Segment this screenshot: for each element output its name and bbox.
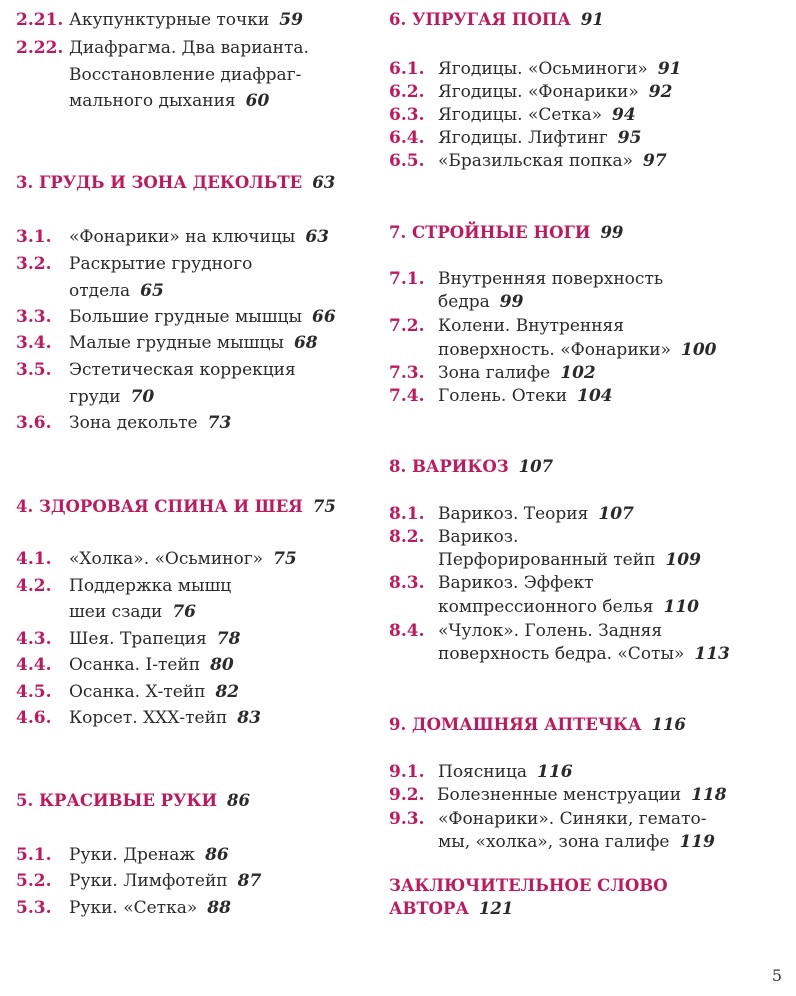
toc-section-5[interactable]: 5. КРАСИВЫЕ РУКИ 86	[16, 791, 251, 810]
page-number: 5	[771, 966, 782, 985]
toc-section-6[interactable]: 6. УПРУГАЯ ПОПА 91	[389, 10, 604, 29]
toc-section-3[interactable]: 3. ГРУДЬ И ЗОНА ДЕКОЛЬТЕ 63	[16, 173, 336, 192]
toc-section-9[interactable]: 9. ДОМАШНЯЯ АПТЕЧКА 116	[389, 715, 686, 734]
toc-section-4[interactable]: 4. ЗДОРОВАЯ СПИНА И ШЕЯ 75	[16, 497, 336, 516]
toc-section-8[interactable]: 8. ВАРИКОЗ 107	[389, 457, 554, 476]
toc-section-7[interactable]: 7. СТРОЙНЫЕ НОГИ 99	[389, 223, 624, 242]
